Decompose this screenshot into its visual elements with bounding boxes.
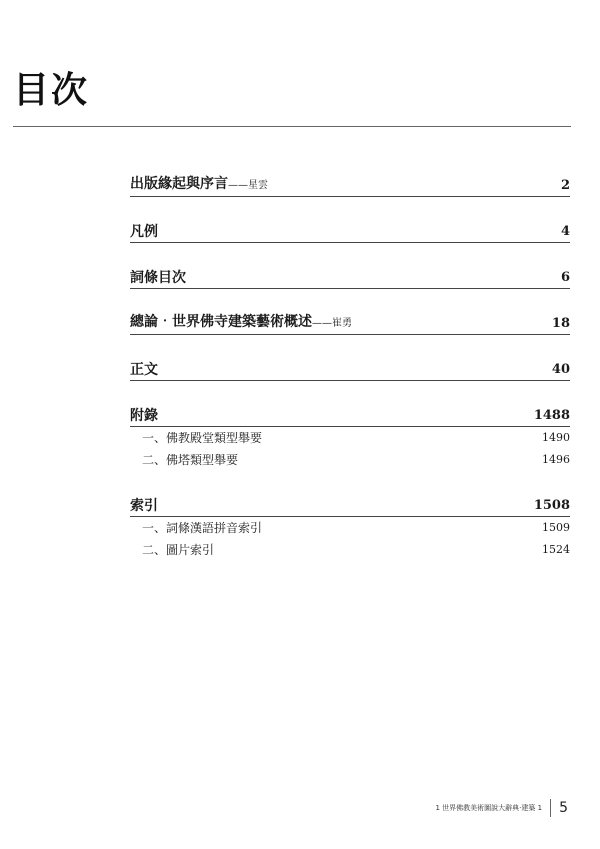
toc-entry-page: 40 — [551, 362, 570, 377]
toc-entry-title — [130, 176, 268, 194]
table-of-contents — [130, 178, 570, 561]
toc-entry-overview[interactable] — [130, 316, 570, 335]
toc-entry-title-text: 出版緣起與序言 — [130, 176, 228, 192]
toc-subentry-label: 二、圖片索引 — [142, 543, 215, 557]
toc-entry-page: 6 — [560, 270, 570, 285]
toc-entry-preface[interactable] — [130, 178, 570, 197]
page-number: 5 — [559, 800, 568, 816]
toc-subentry[interactable] — [130, 539, 570, 561]
page-footer — [435, 799, 568, 817]
toc-entry-row — [130, 498, 570, 517]
toc-subentry-label: 一、詞條漢語拼音索引 — [142, 521, 263, 535]
toc-entry-row — [130, 224, 570, 243]
toc-entry-index[interactable] — [130, 498, 570, 561]
toc-entry-title: 詞條目次 — [130, 270, 186, 286]
toc-entry-row — [130, 178, 570, 197]
toc-subentry-page: 1490 — [542, 431, 570, 444]
page-title: 目次 — [13, 69, 90, 111]
toc-entry-title: 凡例 — [130, 224, 158, 240]
toc-entry-title-text: 總論‧世界佛寺建築藝術概述 — [130, 314, 312, 330]
toc-entry-entry-list[interactable] — [130, 270, 570, 289]
toc-subentry-page: 1524 — [542, 543, 570, 556]
toc-entry-row — [130, 362, 570, 381]
toc-entry-row — [130, 270, 570, 289]
toc-subentry-page: 1509 — [542, 521, 570, 534]
toc-entry-appendix[interactable] — [130, 408, 570, 471]
toc-entry-page: 4 — [560, 224, 570, 239]
footer-book-title: 1 世界佛教美術圖說大辭典‧建築 1 — [435, 804, 543, 812]
toc-subentry-label: 二、佛塔類型舉要 — [142, 453, 239, 467]
toc-subentry-page: 1496 — [542, 453, 570, 466]
toc-entry-title: 索引 — [130, 498, 158, 514]
toc-entry-page: 2 — [560, 178, 570, 193]
toc-subentry[interactable] — [130, 517, 570, 539]
toc-subentry[interactable] — [130, 427, 570, 449]
toc-subentry-label: 一、佛教殿堂類型舉要 — [142, 431, 263, 445]
toc-entry-page: 1488 — [533, 408, 570, 423]
toc-entry-main-text[interactable] — [130, 362, 570, 381]
toc-entry-page: 18 — [551, 316, 570, 331]
toc-entry-title: 正文 — [130, 362, 158, 378]
toc-entry-author: ——崔勇 — [312, 318, 352, 329]
toc-entry-author: ——星雲 — [228, 180, 268, 191]
footer-divider — [550, 799, 551, 817]
toc-entry-page: 1508 — [533, 498, 570, 513]
toc-subentry[interactable] — [130, 449, 570, 471]
toc-entry-guide[interactable] — [130, 224, 570, 243]
toc-entry-title: 附錄 — [130, 408, 158, 424]
toc-entry-row — [130, 316, 570, 335]
title-rule — [13, 126, 571, 127]
toc-entry-title — [130, 314, 352, 332]
toc-entry-row — [130, 408, 570, 427]
